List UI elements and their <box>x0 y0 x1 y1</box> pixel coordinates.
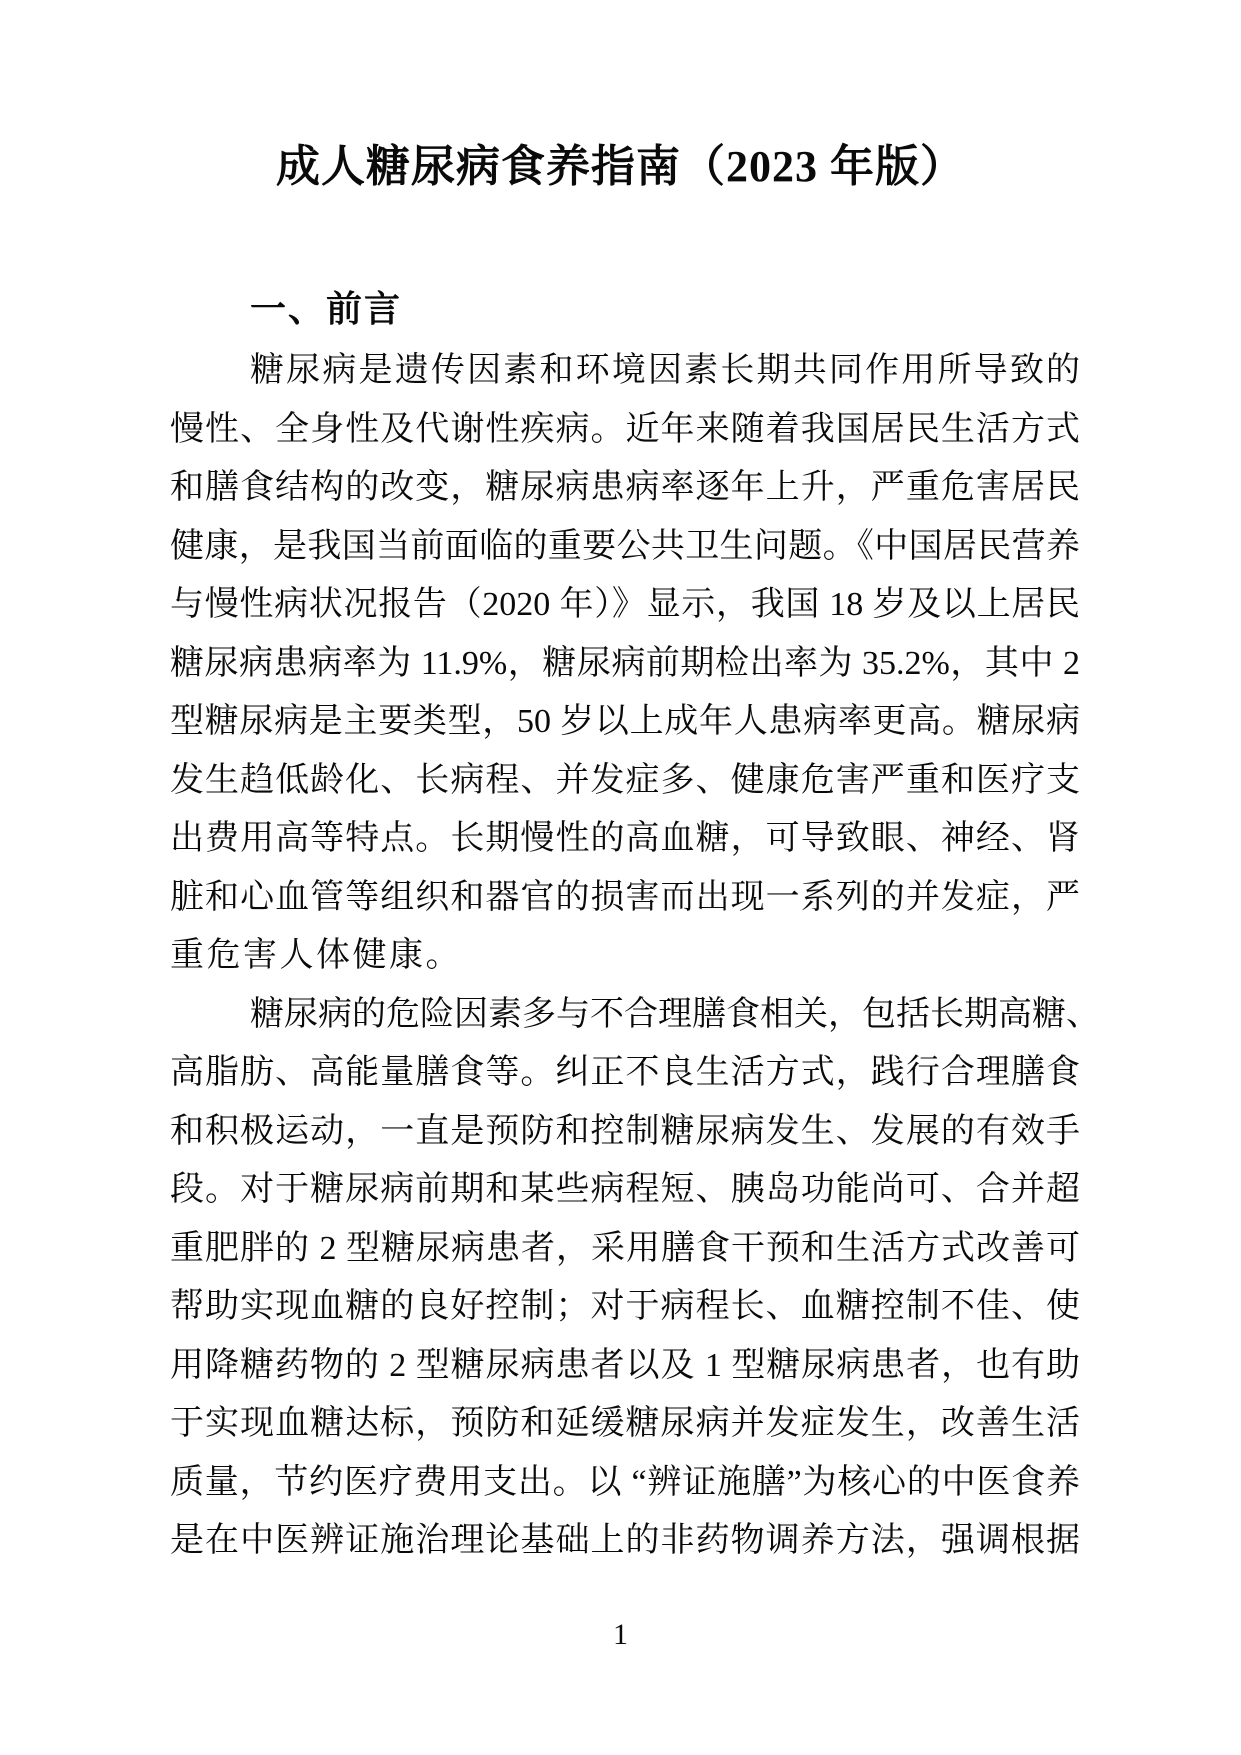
text-line: 是在中医辨证施治理论基础上的非药物调养方法，强调根据 <box>170 1522 1080 1559</box>
text-line: 帮助实现血糖的良好控制；对于病程长、血糖控制不佳、使 <box>170 1288 1080 1325</box>
text-line: 与慢性病状况报告（2020 年）》显示，我国 18 岁及以上居民 <box>170 586 1080 623</box>
text-line: 健康，是我国当前面临的重要公共卫生问题。《中国居民营养 <box>170 527 1080 565</box>
text-line: 发生趋低龄化、长病程、并发症多、健康危害严重和医疗支 <box>170 761 1080 799</box>
page-number: 1 <box>613 1618 628 1651</box>
text-line: 糖尿病患病率为 11.9%，糖尿病前期检出率为 35.2%，其中 2 <box>170 644 1080 682</box>
text-line: 和积极运动，一直是预防和控制糖尿病发生、发展的有效手 <box>170 1112 1080 1150</box>
text-line: 糖尿病的危险因素多与不合理膳食相关，包括长期高糖、 <box>250 995 1100 1033</box>
text-line: 脏和心血管等组织和器官的损害而出现一系列的并发症，严 <box>170 878 1080 916</box>
text-line: 质量，节约医疗费用支出。以 “辨证施膳”为核心的中医食养 <box>170 1463 1080 1501</box>
paragraph <box>170 342 1080 986</box>
text-line: 和膳食结构的改变，糖尿病患病率逐年上升，严重危害居民 <box>170 469 1080 506</box>
text-line: 段。对于糖尿病前期和某些病程短、胰岛功能尚可、合并超 <box>170 1171 1080 1208</box>
paragraphs-container <box>170 342 1100 1571</box>
paragraph <box>170 986 1100 1571</box>
text-line: 于实现血糖达标，预防和延缓糖尿病并发症发生，改善生活 <box>170 1405 1080 1442</box>
text-line: 型糖尿病是主要类型，50 岁以上成年人患病率更高。糖尿病 <box>170 703 1080 740</box>
text-line: 重危害人体健康。 <box>170 937 462 974</box>
section-heading: 一、前言 <box>250 288 403 329</box>
document-title: 成人糖尿病食养指南（2023 年版） <box>276 142 965 191</box>
text-line: 重肥胖的 2 型糖尿病患者，采用膳食干预和生活方式改善可 <box>170 1229 1080 1267</box>
text-line: 出费用高等特点。长期慢性的高血糖，可导致眼、神经、肾 <box>170 820 1080 857</box>
text-line: 高脂肪、高能量膳食等。纠正不良生活方式，践行合理膳食 <box>170 1054 1080 1091</box>
text-line: 糖尿病是遗传因素和环境因素长期共同作用所导致的 <box>250 352 1080 389</box>
text-line: 用降糖药物的 2 型糖尿病患者以及 1 型糖尿病患者，也有助 <box>170 1346 1080 1384</box>
text-line: 慢性、全身性及代谢性疾病。近年来随着我国居民生活方式 <box>170 410 1080 448</box>
document-body <box>170 287 1100 1571</box>
